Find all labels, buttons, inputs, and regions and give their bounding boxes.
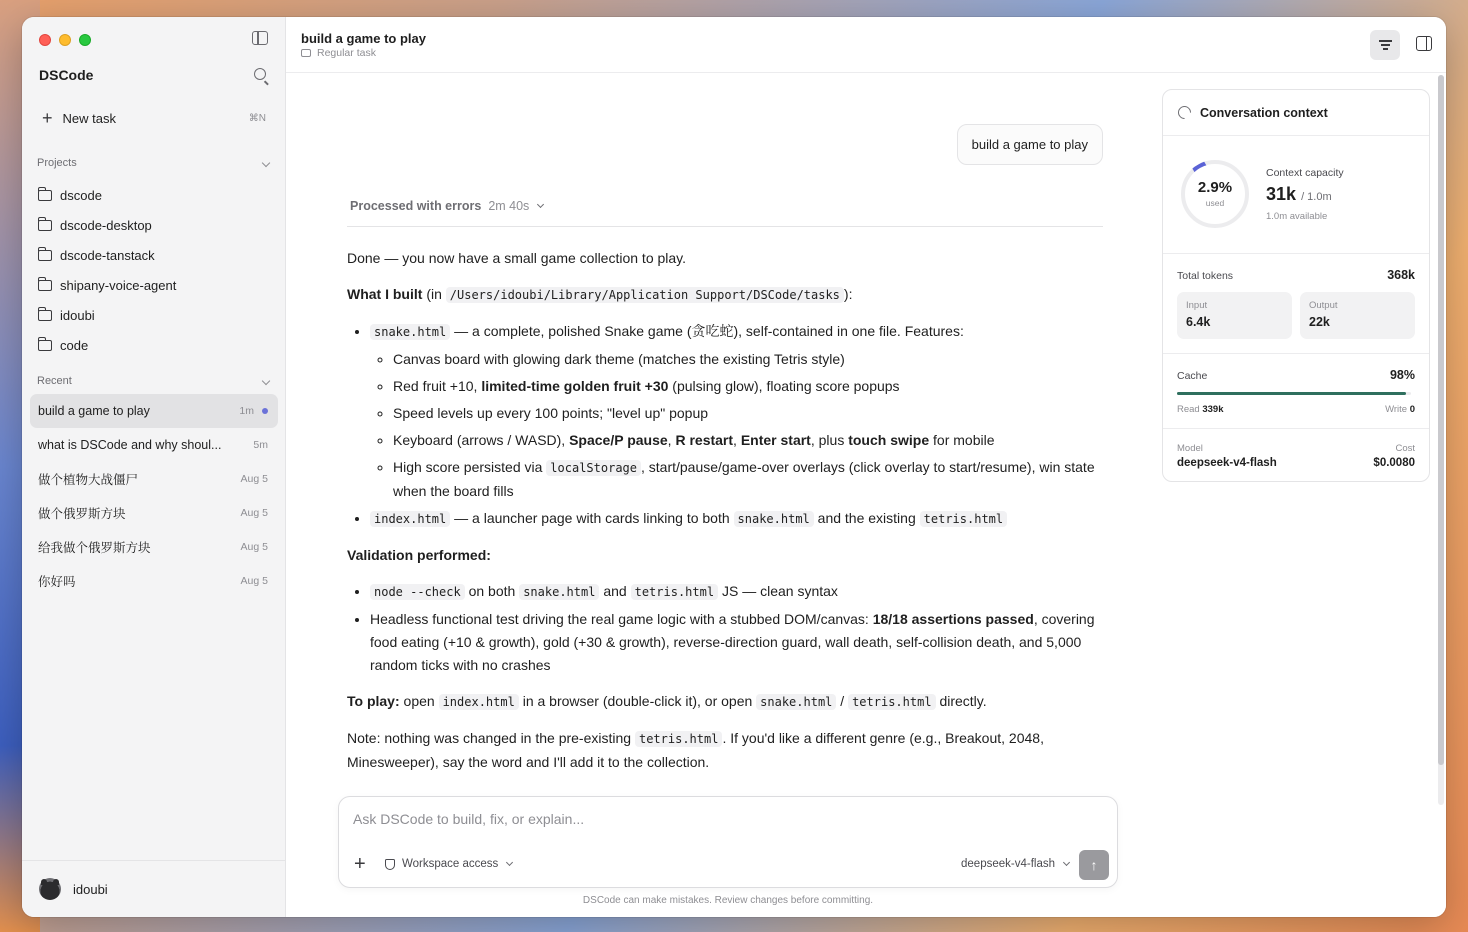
list-item: ◦ Red fruit +10, limited-time golden fruit +30 (pulsing glow), floating score popups xyxy=(393,375,1103,398)
model-label: deepseek-v4-flash xyxy=(961,858,1055,870)
capacity-available: 1.0m available xyxy=(1266,211,1328,222)
new-task-label: New task xyxy=(62,110,116,126)
cost-label: Cost xyxy=(1395,443,1415,454)
sidebar-toggle-icon[interactable] xyxy=(252,31,268,45)
task-title: build a game to play xyxy=(301,31,426,46)
recent-item-label: build a game to play xyxy=(38,404,150,418)
built-list xyxy=(347,320,1103,531)
sidebar xyxy=(22,17,286,917)
tasks-path: /Users/idoubi/Library/Application Support/DSCode/tasks xyxy=(446,287,844,303)
project-item[interactable] xyxy=(30,330,278,360)
chevron-down-icon xyxy=(1063,859,1070,866)
context-capacity xyxy=(1163,136,1429,254)
close-window-button[interactable] xyxy=(39,34,51,46)
projects-list xyxy=(30,180,278,360)
capacity-label: Context capacity xyxy=(1266,167,1344,179)
minimize-window-button[interactable] xyxy=(59,34,71,46)
zoom-window-button[interactable] xyxy=(79,34,91,46)
model-cost xyxy=(1163,429,1429,479)
total-tokens-label: Total tokens xyxy=(1177,270,1234,282)
folder-icon xyxy=(38,280,52,291)
search-icon[interactable] xyxy=(254,68,266,80)
unread-dot xyxy=(262,408,268,414)
cache-read: Read 339k xyxy=(1177,404,1224,415)
recent-item-time: Aug 5 xyxy=(240,541,268,553)
right-panel-toggle-icon[interactable] xyxy=(1416,36,1432,51)
app-title: DSCode xyxy=(39,67,94,83)
context-header xyxy=(1163,90,1429,136)
list-item: ◦ High score persisted via localStorage , start/pause/game-over overlays (click overlay to start/resume), win state when the board fills xyxy=(393,456,1103,503)
new-task-shortcut: ⌘N xyxy=(248,112,266,124)
recent-item[interactable] xyxy=(30,496,278,530)
recent-item-label: 给我做个俄罗斯方块 xyxy=(38,541,151,555)
token-stats xyxy=(1163,254,1429,354)
project-label: idoubi xyxy=(60,307,95,323)
recent-item-label: 做个植物大战僵尸 xyxy=(38,473,139,487)
arrow-up-icon: ↑ xyxy=(1090,857,1098,873)
assistant-answer xyxy=(347,247,1103,787)
list-item: ◦ Canvas board with glowing dark theme (matches the existing Tetris style) xyxy=(393,348,1103,371)
list-item: ◦ Keyboard (arrows / WASD), Space/P pause, R restart, Enter start, plus touch swipe for mobile xyxy=(393,429,1103,452)
project-item[interactable] xyxy=(30,240,278,270)
output-tokens: Output 22k xyxy=(1300,292,1415,339)
recent-item[interactable] xyxy=(30,564,278,598)
folder-icon xyxy=(38,310,52,321)
usage-percent: 2.9% xyxy=(1197,179,1233,196)
list-item: • index.html — a launcher page with cards linking to both snake.html and the existing tetris.html xyxy=(370,507,1103,531)
app-window xyxy=(22,17,1446,917)
user-name: idoubi xyxy=(73,881,108,897)
chevron-down-icon xyxy=(537,201,544,208)
recent-item-label: 你好吗 xyxy=(38,575,76,589)
recent-list xyxy=(30,394,278,598)
recent-item-time: 1m xyxy=(239,405,254,417)
projects-section-header[interactable] xyxy=(37,157,269,169)
answer-note: Note: nothing was changed in the pre-existing tetris.html . If you'd like a different genre (e.g., Breakout, 2048, Minesweeper), say the word and I'll add it to the collection. xyxy=(347,730,1044,770)
cache-percent: 98% xyxy=(1389,368,1415,382)
recent-item-label: 做个俄罗斯方块 xyxy=(38,507,126,521)
chevron-down-icon xyxy=(262,377,270,385)
message-icon xyxy=(301,49,311,57)
model-label: Model xyxy=(1177,443,1203,454)
processed-status-toggle[interactable] xyxy=(347,199,1103,227)
recent-item-time: 5m xyxy=(253,439,268,451)
processed-duration: 2m 40s xyxy=(488,199,530,213)
project-label: dscode-desktop xyxy=(60,217,152,233)
project-item[interactable] xyxy=(30,210,278,240)
recent-item-time: Aug 5 xyxy=(240,575,268,587)
workspace-access-dropdown[interactable] xyxy=(385,858,512,870)
processed-label: Processed with errors xyxy=(350,199,482,213)
task-type-label: Regular task xyxy=(317,47,376,59)
project-label: dscode-tanstack xyxy=(60,247,155,263)
list-item: ◦ Speed levels up every 100 points; "level up" popup xyxy=(393,402,1103,425)
model-value: deepseek-v4-flash xyxy=(1177,457,1277,469)
window-controls xyxy=(39,34,91,46)
projects-heading: Projects xyxy=(37,157,77,169)
scrollbar[interactable] xyxy=(1438,75,1444,805)
composer xyxy=(338,796,1118,888)
workspace-access-label: Workspace access xyxy=(402,858,499,870)
attach-plus-icon[interactable]: + xyxy=(354,853,366,875)
recent-item-time: Aug 5 xyxy=(240,507,268,519)
total-tokens-value: 368k xyxy=(1387,268,1415,282)
features-list xyxy=(370,348,1103,503)
cost-value: $0.0080 xyxy=(1373,457,1415,469)
recent-item-time: Aug 5 xyxy=(240,473,268,485)
input-tokens: Input 6.4k xyxy=(1177,292,1292,339)
recent-item[interactable] xyxy=(30,462,278,496)
top-bar xyxy=(286,17,1446,73)
recent-item[interactable] xyxy=(30,530,278,564)
project-item[interactable] xyxy=(30,270,278,300)
recent-heading: Recent xyxy=(37,375,72,387)
scrollbar-thumb[interactable] xyxy=(1438,75,1444,765)
chevron-down-icon xyxy=(262,159,270,167)
gauge-icon xyxy=(1175,103,1193,121)
task-type xyxy=(301,47,376,59)
cache-progress-bar xyxy=(1177,392,1411,395)
cache-label: Cache xyxy=(1177,370,1208,382)
recent-section-header[interactable] xyxy=(37,375,269,387)
cache-progress-fill xyxy=(1177,392,1406,395)
built-heading: What I built (in /Users/idoubi/Library/Application Support/DSCode/tasks ): xyxy=(347,286,853,302)
new-task-button[interactable] xyxy=(30,106,278,130)
disclaimer: DSCode can make mistakes. Review changes before committing. xyxy=(582,895,874,906)
project-label: code xyxy=(60,337,89,353)
project-item[interactable] xyxy=(30,180,278,210)
list-item: • Headless functional test driving the real game logic with a stubbed DOM/canvas: 18/18 assertions passed, covering food eating (+10 & growth), gold (+30 & growth), reverse-direction guard, wall death, self-collision death, and 5,000 random ticks with no crashes xyxy=(370,608,1103,677)
context-title: Conversation context xyxy=(1200,105,1328,120)
user-profile-button[interactable] xyxy=(22,860,286,917)
project-label: shipany-voice-agent xyxy=(60,277,177,293)
shield-icon xyxy=(385,859,395,870)
plus-icon: + xyxy=(42,108,53,128)
prompt-input[interactable] xyxy=(353,811,1093,827)
folder-icon xyxy=(38,190,52,201)
project-label: dscode xyxy=(60,187,102,203)
send-button[interactable] xyxy=(1079,850,1109,880)
cache-stats xyxy=(1163,354,1429,429)
usage-label: used xyxy=(1205,198,1225,208)
recent-item-active[interactable] xyxy=(30,394,278,428)
conversation-context-card xyxy=(1162,89,1430,482)
list-item: • node --check on both snake.html and tetris.html JS — clean syntax xyxy=(370,580,1103,604)
folder-icon xyxy=(38,220,52,231)
folder-icon xyxy=(38,340,52,351)
chevron-down-icon xyxy=(506,859,513,866)
capacity-value: 31k / 1.0m xyxy=(1266,184,1332,204)
list-item: • snake.html — a complete, polished Snake game (贪吃蛇), self-contained in one file. Features: ◦ Canvas board with glowing dark theme (matches the existing Tetris style) ◦ Red fruit +10, limited-time golden fruit +30 (pulsing glow), floating score popups ◦ Speed levels up every 100 points; "level up" popup ◦ Keyboard (arrows / WASD), Space/P pause, R restart, Enter start, plus touch swipe for mobile ◦ High score persisted via localStorage , start/pause/game-over overlays (click overlay to start/resume), win state when the board fills xyxy=(370,320,1103,503)
main-panel xyxy=(286,17,1446,917)
validation-heading: Validation performed: xyxy=(347,547,491,563)
avatar xyxy=(39,878,61,900)
filter-icon xyxy=(1379,40,1392,42)
folder-icon xyxy=(38,250,52,261)
project-item[interactable] xyxy=(30,300,278,330)
cache-write: Write 0 xyxy=(1385,404,1415,415)
model-selector[interactable] xyxy=(961,858,1069,870)
recent-item[interactable] xyxy=(30,428,278,462)
answer-intro: Done — you now have a small game collection to play. xyxy=(347,250,687,266)
user-message: build a game to play xyxy=(957,124,1103,165)
recent-item-label: what is DSCode and why shoul... xyxy=(38,438,222,452)
filter-button[interactable] xyxy=(1370,30,1400,60)
validation-list xyxy=(347,580,1103,677)
play-instructions: To play: open index.html in a browser (double-click it), or open snake.html / tetris.html directly. xyxy=(347,693,987,709)
